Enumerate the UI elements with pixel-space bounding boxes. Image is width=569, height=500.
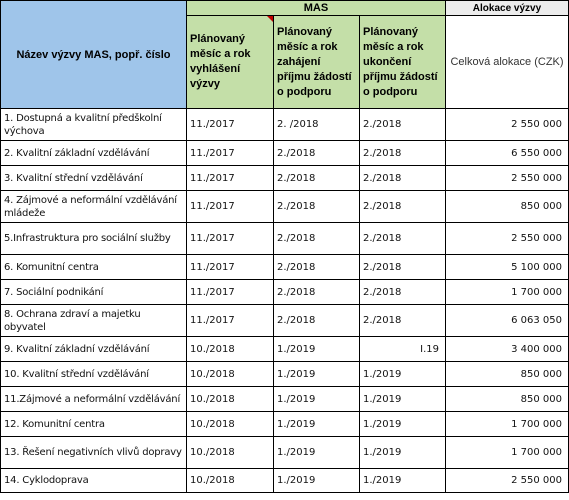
table-row <box>1 166 569 191</box>
table-row <box>1 223 569 255</box>
header-col-alokace: Celková alokace (CZK) <box>446 16 569 109</box>
cell-ukonceni: 2./2018 <box>360 223 446 255</box>
cell-vyhlaseni: 10./2018 <box>187 412 274 437</box>
cell-alokace: 1 700 000 <box>446 280 569 305</box>
header-col-ukonceni: Plánovaný měsíc a rok ukončení příjmu žádostí o podporu <box>360 16 446 109</box>
cell-zahajeni: 1./2019 <box>274 387 360 412</box>
cell-vyhlaseni: 10./2018 <box>187 337 274 362</box>
cell-alokace: 850 000 <box>446 191 569 223</box>
cell-zahajeni: 1./2019 <box>274 362 360 387</box>
cell-zahajeni: 2./2018 <box>274 191 360 223</box>
cell-zahajeni: 1./2019 <box>274 469 360 493</box>
cell-ukonceni: 2./2018 <box>360 305 446 337</box>
table-row <box>1 280 569 305</box>
table-row <box>1 305 569 337</box>
cell-vyhlaseni: 11./2017 <box>187 191 274 223</box>
table-row <box>1 337 569 362</box>
cell-ukonceni: 2./2018 <box>360 191 446 223</box>
header-mas-group: MAS <box>187 1 446 16</box>
cell-zahajeni: 2./2018 <box>274 305 360 337</box>
cell-name: 9. Kvalitní základní vzdělávání <box>1 337 187 362</box>
cell-alokace: 850 000 <box>446 362 569 387</box>
cell-ukonceni: 1./2019 <box>360 469 446 493</box>
cell-name: 12. Komunitní centra <box>1 412 187 437</box>
cell-zahajeni: 2./2018 <box>274 166 360 191</box>
cell-vyhlaseni: 10./2018 <box>187 362 274 387</box>
cell-ukonceni: 1./2019 <box>360 362 446 387</box>
cell-alokace: 2 550 000 <box>446 166 569 191</box>
cell-vyhlaseni: 11./2017 <box>187 223 274 255</box>
cell-name: 3. Kvalitní střední vzdělávání <box>1 166 187 191</box>
table-row <box>1 362 569 387</box>
cell-ukonceni: 2./2018 <box>360 109 446 141</box>
cell-alokace: 6 550 000 <box>446 141 569 166</box>
cell-zahajeni: 1./2019 <box>274 412 360 437</box>
cell-ukonceni: 2./2018 <box>360 141 446 166</box>
cell-vyhlaseni: 11./2017 <box>187 109 274 141</box>
table-row <box>1 191 569 223</box>
cell-name: 7. Sociální podnikání <box>1 280 187 305</box>
cell-zahajeni: 2. /2018 <box>274 109 360 141</box>
table-row <box>1 255 569 280</box>
cell-ukonceni: 1./2019 <box>360 387 446 412</box>
table-row <box>1 437 569 469</box>
cell-ukonceni: 2./2018 <box>360 280 446 305</box>
header-col-zahajeni: Plánovaný měsíc a rok zahájení příjmu žádostí o podporu <box>274 16 360 109</box>
cell-zahajeni: 2./2018 <box>274 141 360 166</box>
cell-name: 6. Komunitní centra <box>1 255 187 280</box>
cell-zahajeni: 2./2018 <box>274 280 360 305</box>
cell-alokace: 6 063 050 <box>446 305 569 337</box>
cell-zahajeni: 1./2019 <box>274 337 360 362</box>
cell-ukonceni: 2./2018 <box>360 255 446 280</box>
cell-vyhlaseni: 11./2017 <box>187 255 274 280</box>
cell-ukonceni: 1./2019 <box>360 437 446 469</box>
cell-alokace: 2 550 000 <box>446 223 569 255</box>
cell-vyhlaseni: 10./2018 <box>187 387 274 412</box>
cell-name: 4. Zájmové a neformální vzdělávání mládeže <box>1 191 187 223</box>
cell-name: 14. Cyklodoprava <box>1 469 187 493</box>
cell-zahajeni: 2./2018 <box>274 255 360 280</box>
cell-alokace: 3 400 000 <box>446 337 569 362</box>
cell-vyhlaseni: 11./2017 <box>187 166 274 191</box>
cell-name: 13. Řešení negativních vlivů dopravy <box>1 437 187 469</box>
cell-alokace: 2 550 000 <box>446 109 569 141</box>
header-name-col: Název výzvy MAS, popř. číslo <box>1 1 187 109</box>
cell-alokace: 1 700 000 <box>446 437 569 469</box>
cell-ukonceni: I.19 <box>360 337 446 362</box>
cell-name: 10. Kvalitní střední vzdělávání <box>1 362 187 387</box>
cell-name: 2. Kvalitní základní vzdělávání <box>1 141 187 166</box>
cell-vyhlaseni: 10./2018 <box>187 469 274 493</box>
cell-vyhlaseni: 10./2018 <box>187 437 274 469</box>
cell-zahajeni: 1./2019 <box>274 437 360 469</box>
table-row <box>1 469 569 493</box>
cell-vyhlaseni: 11./2017 <box>187 305 274 337</box>
table-row <box>1 387 569 412</box>
header-col-vyhlaseni: Plánovaný měsíc a rok vyhlášení výzvy <box>187 16 274 109</box>
cell-alokace: 2 550 000 <box>446 469 569 493</box>
cell-alokace: 1 700 000 <box>446 412 569 437</box>
cell-alokace: 850 000 <box>446 387 569 412</box>
cell-vyhlaseni: 11./2017 <box>187 141 274 166</box>
header-row-groups <box>1 1 569 16</box>
cell-name: 1. Dostupná a kvalitní předškolní výchova <box>1 109 187 141</box>
cell-name: 8. Ochrana zdraví a majetku obyvatel <box>1 305 187 337</box>
cell-alokace: 5 100 000 <box>446 255 569 280</box>
table-row <box>1 109 569 141</box>
cell-ukonceni: 1./2019 <box>360 412 446 437</box>
header-alokace-group: Alokace výzvy <box>446 1 569 16</box>
table-row <box>1 141 569 166</box>
cell-ukonceni: 2./2018 <box>360 166 446 191</box>
cell-vyhlaseni: 11./2017 <box>187 280 274 305</box>
cell-zahajeni: 2./2018 <box>274 223 360 255</box>
cell-name: 5.Infrastruktura pro sociální služby <box>1 223 187 255</box>
cell-name: 11.Zájmové a neformální vzdělávání <box>1 387 187 412</box>
table-row <box>1 412 569 437</box>
